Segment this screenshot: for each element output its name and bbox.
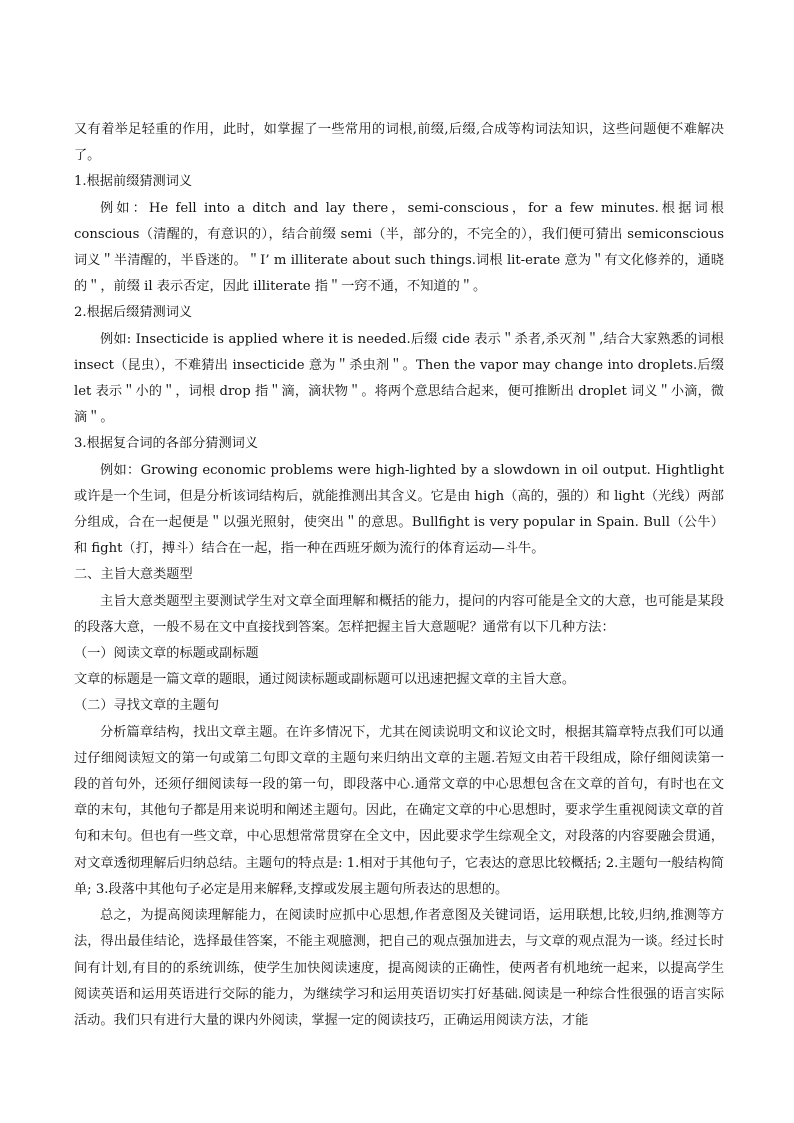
paragraph-conclusion: 总之，为提高阅读理解能力，在阅读时应抓中心思想,作者意图及关键词语，运用联想,比较,归纳,推测等方法，得出最佳结论，选择最佳答案，不能主观臆测，把自己的观点强加进去，与文章的观点混为一谈。经过长时间有计划,有目的的系统训练，使学生加快阅读速度，提高阅读的正确性，使两者有机地统一起来，以提高学生阅读英语和运用英语进行交际的能力，为继续学习和运用英语切实打好基础.阅读是一种综合性很强的语言实际活动。我们只有进行大量的课内外阅读，掌握一定的阅读技巧，正确运用阅读方法，才能 — [74, 908, 725, 1028]
paragraph-compound-example: 例如：Growing economic problems were high-lighted by a slowdown in oil output. Hightlight 或许是一个生词，但是分析该词结构后，就能推测出其含义。它是由 high（高的，强的）和 light（光线）两部分组成，合在一起便是＂以强光照射，使突出＂的意思。Bullfight is very popular in Spain. Bull（公牛）和 fight（打，搏斗）结合在一起，指一种在西班牙颇为流行的体育运动—斗牛。 — [74, 462, 724, 557]
paragraph-topic-sentence: 分析篇章结构，找出文章主题。在许多情况下，尤其在阅读说明文和议论文时，根据其篇章特点我们可以通过仔细阅读短文的第一句或第二句即文章的主题句来归纳出文章的主题.若短文由若干段组成，除仔细阅读第一段的首句外，还须仔细阅读每一段的第一句，即段落中心.通常文章的中心思想包含在文章的首句，有时也在文章的末句，其他句子都是用来说明和阐述主题句。因此，在确定文章的中心思想时，要求学生重视阅读文章的首句和末句。但也有一些文章，中心思想常常贯穿在全文中，因此要求学生综观全文，对段落的内容要融会贯通，对文章透彻理解后归纳总结。主题句的特点是: 1.相对于其他句子，它表达的意思比较概括; 2.主题句一般结构简单; 3.段落中其他句子必定是用来解释,支撑或发展主题句所表达的思想的。 — [74, 724, 724, 897]
paragraph-title-method: 文章的标题是一篇文章的题眼，通过阅读标题或副标题可以迅速把握文章的主旨大意。 — [74, 672, 576, 688]
paragraph-suffix-example: 例如: Insecticide is applied where it is needed.后缀 cide 表示＂杀者,杀灭剂＂,结合大家熟悉的词根 insect（昆虫），不难猜出 insecticide 意为＂杀虫剂＂。Then the vapor may change into droplets.后缀 let 表示＂小的＂，词根 drop 指＂滴，滴状物＂。将两个意思结合起来，便可推断出 droplet 词义＂小滴，微滴＂。 — [74, 331, 724, 426]
heading-topic-sentence: （二）寻找文章的主题句 — [74, 698, 220, 714]
heading-compound-guessing: 3.根据复合词的各部分猜测词义 — [74, 436, 259, 452]
heading-suffix-guessing: 2.根据后缀猜测词义 — [74, 305, 193, 321]
paragraph-prefix-example: 例如：He fell into a ditch and lay there，semi-conscious，for a few minutes.根据词根 conscious（清醒的，有意识的），结合前缀 semi（半，部分的，不完全的），我们便可猜出 semiconscious 词义＂半清醒的，半昏迷的。＂I’ m illiterate about such things.词根 lit-erate 意为＂有文化修养的，通晓的＂，前缀 il 表示否定，因此 illiterate 指＂一窍不通，不知道的＂。 — [74, 200, 724, 295]
heading-main-idea-type: 二、主旨大意类题型 — [74, 567, 193, 583]
document-page — [74, 117, 724, 1034]
paragraph-main-idea-intro: 主旨大意类题型主要测试学生对文章全面理解和概括的能力，提问的内容可能是全文的大意，也可能是某段的段落大意，一般不易在文中直接找到答案。怎样把握主旨大意题呢？通常有以下几种方法： — [74, 593, 724, 635]
paragraph-continuation: 又有着举足轻重的作用，此时，如掌握了一些常用的词根,前缀,后缀,合成等构词法知识，这些问题便不难解决了。 — [74, 122, 724, 164]
heading-title-method: （一）阅读文章的标题或副标题 — [74, 646, 259, 662]
heading-prefix-guessing: 1.根据前缀猜测词义 — [74, 174, 193, 190]
